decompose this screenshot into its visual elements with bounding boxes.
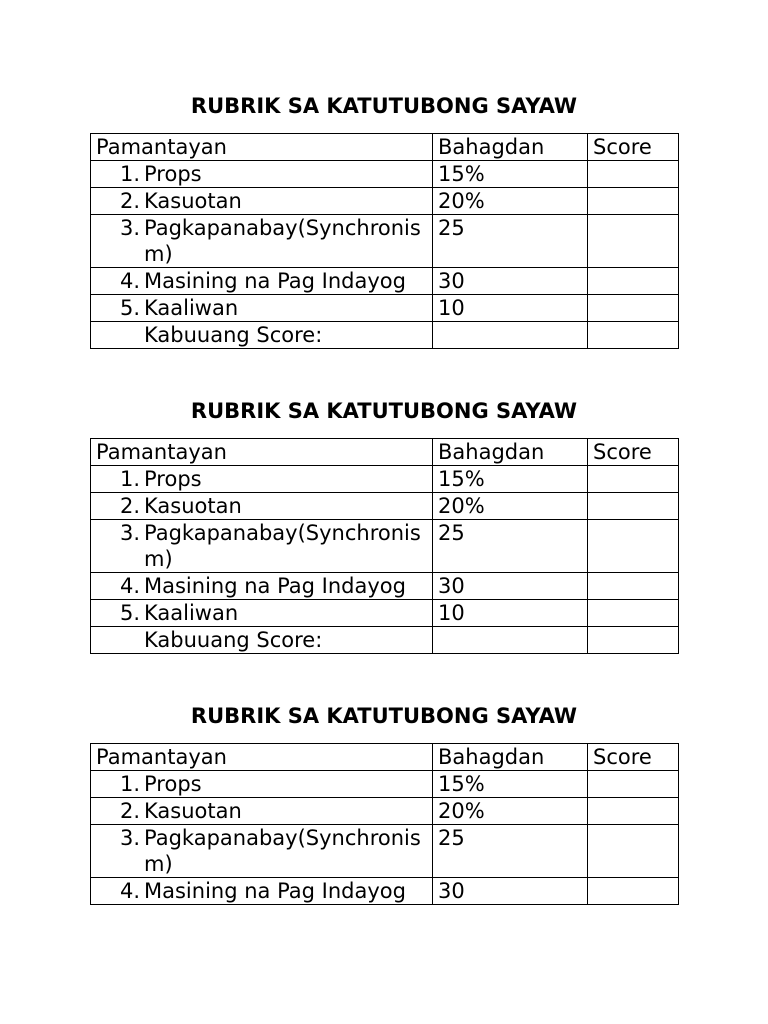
score-cell[interactable] [588,600,679,627]
weight-cell: 15% [433,466,588,493]
criterion-label: Masining na Pag Indayog [144,879,406,903]
table-header-row [91,134,679,161]
table-row [91,161,679,188]
weight-cell: 15% [433,771,588,798]
score-cell[interactable] [588,878,679,905]
criterion-number: 5. [120,601,141,625]
score-cell[interactable] [588,573,679,600]
table-row [91,268,679,295]
weight-cell: 30 [433,268,588,295]
table-row [91,215,679,268]
total-score-cell[interactable] [588,322,679,349]
criterion-cell [91,520,433,573]
table-row [91,188,679,215]
criterion-number: 2. [120,189,141,213]
rubric-table [90,743,679,905]
table-row [91,878,679,905]
weight-cell: 30 [433,573,588,600]
criterion-number: 1. [120,162,141,186]
score-cell[interactable] [588,466,679,493]
criterion-label: Masining na Pag Indayog [144,269,406,293]
table-row [91,825,679,878]
criterion-cell [91,295,433,322]
criterion-cell [91,466,433,493]
criterion-number: 4. [120,269,141,293]
criterion-number: 2. [120,494,141,518]
weight-cell: 30 [433,878,588,905]
criterion-number: 4. [120,574,141,598]
criterion-number: 5. [120,296,141,320]
weight-cell: 20% [433,188,588,215]
header-weight: Bahagdan [433,439,588,466]
header-weight: Bahagdan [433,134,588,161]
criterion-number: 2. [120,799,141,823]
table-row [91,520,679,573]
weight-cell: 20% [433,798,588,825]
criterion-label: Pagkapanabay(Synchronism) [144,826,421,876]
table-row [91,493,679,520]
weight-cell: 25 [433,825,588,878]
table-row [91,600,679,627]
weight-cell: 25 [433,215,588,268]
score-cell[interactable] [588,268,679,295]
criterion-number: 4. [120,879,141,903]
total-label-cell [91,322,433,349]
criterion-number: 1. [120,467,141,491]
criterion-label: Props [144,467,202,491]
criterion-label: Masining na Pag Indayog [144,574,406,598]
table-row [91,573,679,600]
total-weight-cell [433,627,588,654]
total-label-cell [91,627,433,654]
table-header-row [91,744,679,771]
score-cell[interactable] [588,161,679,188]
score-cell[interactable] [588,493,679,520]
criterion-label: Props [144,162,202,186]
criterion-label: Pagkapanabay(Synchronism) [144,521,421,571]
total-score-cell[interactable] [588,627,679,654]
total-row [91,322,679,349]
criterion-cell [91,573,433,600]
score-cell[interactable] [588,825,679,878]
score-cell[interactable] [588,520,679,573]
criterion-label: Props [144,772,202,796]
total-weight-cell [433,322,588,349]
score-cell[interactable] [588,295,679,322]
criterion-number: 3. [120,216,141,240]
criterion-cell [91,215,433,268]
header-score: Score [588,134,679,161]
header-criteria: Pamantayan [91,439,433,466]
criterion-cell [91,798,433,825]
rubric-table [90,438,679,654]
criterion-cell [91,825,433,878]
criterion-label: Pagkapanabay(Synchronism) [144,216,421,266]
criterion-label: Kasuotan [144,494,242,518]
score-cell[interactable] [588,188,679,215]
criterion-cell [91,493,433,520]
header-weight: Bahagdan [433,744,588,771]
weight-cell: 15% [433,161,588,188]
criterion-cell [91,600,433,627]
table-row [91,466,679,493]
weight-cell: 20% [433,493,588,520]
header-score: Score [588,744,679,771]
header-criteria: Pamantayan [91,134,433,161]
criterion-cell [91,161,433,188]
rubric-title: RUBRIK SA KATUTUBONG SAYAW [190,94,578,118]
header-criteria: Pamantayan [91,744,433,771]
criterion-number: 3. [120,826,141,850]
rubric-table [90,133,679,349]
criterion-label: Kasuotan [144,799,242,823]
table-header-row [91,439,679,466]
criterion-label: Kaaliwan [144,601,239,625]
table-row [91,771,679,798]
weight-cell: 25 [433,520,588,573]
criterion-label: Kasuotan [144,189,242,213]
criterion-number: 1. [120,772,141,796]
score-cell[interactable] [588,771,679,798]
rubric-title: RUBRIK SA KATUTUBONG SAYAW [190,704,578,728]
total-row [91,627,679,654]
criterion-cell [91,771,433,798]
total-label: Kabuuang Score: [144,628,323,652]
score-cell[interactable] [588,215,679,268]
weight-cell: 10 [433,600,588,627]
criterion-cell [91,268,433,295]
criterion-label: Kaaliwan [144,296,239,320]
table-row [91,798,679,825]
weight-cell: 10 [433,295,588,322]
rubric-title: RUBRIK SA KATUTUBONG SAYAW [190,399,578,423]
criterion-cell [91,188,433,215]
total-label: Kabuuang Score: [144,323,323,347]
criterion-cell [91,878,433,905]
table-row [91,295,679,322]
score-cell[interactable] [588,798,679,825]
criterion-number: 3. [120,521,141,545]
header-score: Score [588,439,679,466]
